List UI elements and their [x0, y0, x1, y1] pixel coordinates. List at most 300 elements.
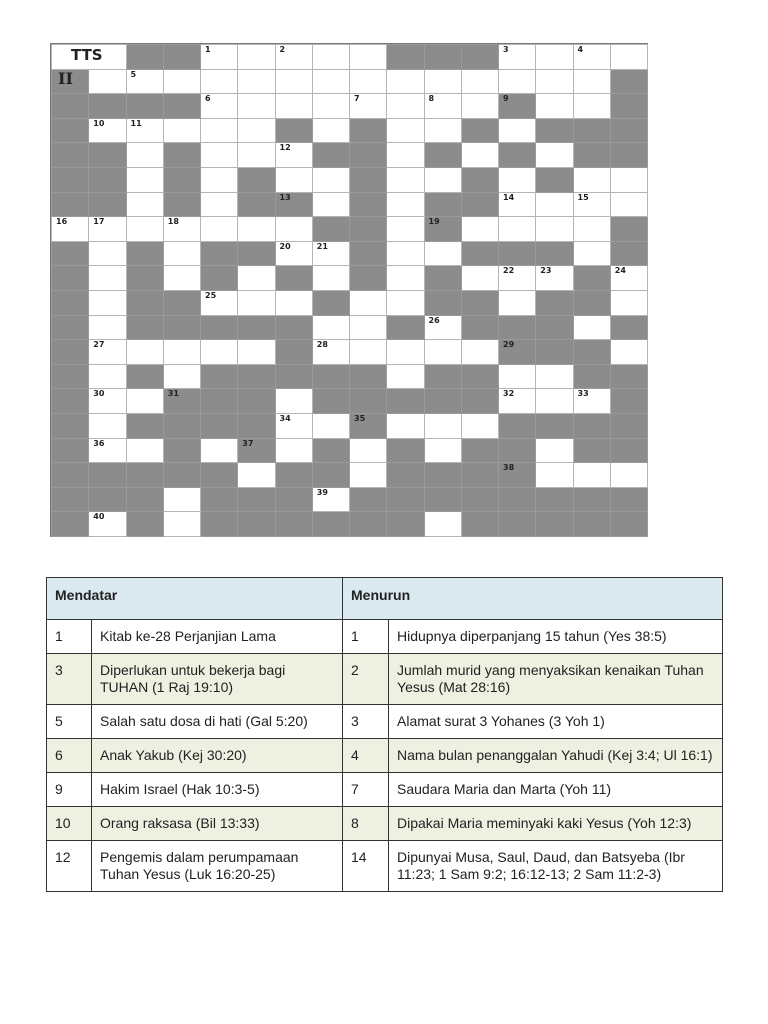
answer-cell[interactable]: [349, 438, 387, 464]
black-cell: [51, 315, 89, 341]
answer-cell[interactable]: [386, 241, 424, 267]
answer-cell[interactable]: [610, 44, 648, 70]
black-cell: [163, 388, 201, 414]
black-cell: [51, 142, 89, 168]
answer-cell[interactable]: [573, 388, 611, 414]
answer-cell[interactable]: [275, 388, 313, 414]
down-number: 14: [343, 841, 389, 892]
clue-number: 36: [93, 438, 105, 448]
answer-cell[interactable]: [424, 413, 462, 439]
black-cell: [610, 241, 648, 267]
answer-cell[interactable]: [88, 241, 126, 267]
black-cell: [349, 487, 387, 513]
answer-cell[interactable]: [163, 339, 201, 365]
answer-cell[interactable]: [312, 118, 350, 144]
clue-number: 15: [577, 192, 589, 202]
answer-cell[interactable]: [163, 265, 201, 291]
answer-cell[interactable]: [88, 265, 126, 291]
answer-cell[interactable]: [461, 142, 499, 168]
answer-cell[interactable]: [88, 364, 126, 390]
black-cell: [126, 511, 164, 537]
black-cell: [163, 413, 201, 439]
answer-cell[interactable]: [424, 511, 462, 537]
answer-cell[interactable]: [349, 93, 387, 119]
answer-cell[interactable]: [88, 69, 126, 95]
answer-cell[interactable]: [200, 438, 238, 464]
black-cell: [51, 339, 89, 365]
answer-cell[interactable]: [424, 241, 462, 267]
answer-cell[interactable]: [386, 167, 424, 193]
across-number: 10: [47, 807, 92, 841]
crossword-grid: [50, 43, 648, 537]
answer-cell[interactable]: [424, 438, 462, 464]
answer-cell[interactable]: [610, 290, 648, 316]
answer-cell[interactable]: [312, 93, 350, 119]
black-cell: [386, 315, 424, 341]
answer-cell[interactable]: [610, 167, 648, 193]
answer-cell[interactable]: [535, 265, 573, 291]
black-cell: [461, 44, 499, 70]
answer-cell[interactable]: [349, 339, 387, 365]
answer-cell[interactable]: [573, 241, 611, 267]
answer-cell[interactable]: [573, 93, 611, 119]
answer-cell[interactable]: [424, 69, 462, 95]
black-cell: [498, 241, 536, 267]
answer-cell[interactable]: [275, 216, 313, 242]
across-clue: Diperlukan untuk bekerja bagi TUHAN (1 Raj 19:10): [92, 654, 343, 705]
black-cell: [386, 44, 424, 70]
answer-cell[interactable]: [573, 216, 611, 242]
black-cell: [237, 487, 275, 513]
answer-cell[interactable]: [237, 265, 275, 291]
answer-cell[interactable]: [535, 462, 573, 488]
answer-cell[interactable]: [88, 388, 126, 414]
answer-cell[interactable]: [312, 241, 350, 267]
answer-cell[interactable]: [88, 216, 126, 242]
answer-cell[interactable]: [386, 265, 424, 291]
black-cell: [51, 413, 89, 439]
clue-number: 3: [503, 45, 509, 54]
clue-number: 37: [242, 438, 254, 448]
answer-cell[interactable]: [200, 118, 238, 144]
black-cell: [275, 511, 313, 537]
clue-number: 14: [503, 192, 515, 202]
black-cell: [610, 364, 648, 390]
answer-cell[interactable]: [573, 192, 611, 218]
answer-cell[interactable]: [126, 192, 164, 218]
black-cell: [461, 192, 499, 218]
black-cell: [163, 142, 201, 168]
answer-cell[interactable]: [126, 339, 164, 365]
answer-cell[interactable]: [275, 44, 313, 70]
answer-cell[interactable]: [461, 413, 499, 439]
answer-cell[interactable]: [461, 93, 499, 119]
black-cell: [51, 511, 89, 537]
clue-row: [47, 841, 723, 892]
black-cell: [200, 241, 238, 267]
answer-cell[interactable]: [237, 290, 275, 316]
clue-number: 19: [428, 217, 440, 227]
black-cell: [51, 265, 89, 291]
answer-cell[interactable]: [573, 69, 611, 95]
answer-cell[interactable]: [461, 265, 499, 291]
black-cell: [275, 487, 313, 513]
answer-cell[interactable]: [275, 413, 313, 439]
black-cell: [163, 44, 201, 70]
answer-cell[interactable]: [275, 93, 313, 119]
black-cell: [51, 192, 89, 218]
black-cell: [126, 241, 164, 267]
black-cell: [498, 142, 536, 168]
clue-number: 35: [354, 414, 366, 423]
clue-number: 8: [428, 94, 435, 104]
answer-cell[interactable]: [275, 69, 313, 95]
black-cell: [51, 364, 89, 390]
answer-cell[interactable]: [88, 339, 126, 365]
black-cell: [163, 290, 201, 316]
black-cell: [573, 438, 611, 464]
answer-cell[interactable]: [237, 142, 275, 168]
black-cell: [573, 142, 611, 168]
black-cell: [498, 413, 536, 439]
clue-number: 24: [614, 266, 626, 276]
black-cell: [424, 44, 462, 70]
answer-cell[interactable]: [498, 388, 536, 414]
black-cell: [349, 216, 387, 242]
answer-cell[interactable]: [535, 93, 573, 119]
answer-cell[interactable]: [386, 339, 424, 365]
black-cell: [610, 413, 648, 439]
black-cell: [386, 511, 424, 537]
black-cell: [573, 118, 611, 144]
answer-cell[interactable]: [498, 192, 536, 218]
black-cell: [424, 192, 462, 218]
black-cell: [126, 290, 164, 316]
answer-cell[interactable]: [275, 290, 313, 316]
answer-cell[interactable]: [88, 290, 126, 316]
answer-cell[interactable]: [163, 69, 201, 95]
clue-number: 11: [130, 118, 142, 128]
answer-cell[interactable]: [386, 142, 424, 168]
answer-cell[interactable]: [237, 69, 275, 95]
puzzle-subtitle: II: [58, 69, 73, 88]
clue-number: 21: [316, 241, 328, 251]
answer-cell[interactable]: [126, 388, 164, 414]
answer-cell[interactable]: [610, 339, 648, 365]
answer-cell[interactable]: [312, 413, 350, 439]
answer-cell[interactable]: [610, 462, 648, 488]
answer-cell[interactable]: [312, 487, 350, 513]
black-cell: [461, 315, 499, 341]
black-cell: [498, 438, 536, 464]
black-cell: [126, 413, 164, 439]
across-number: 1: [47, 620, 92, 654]
down-header: Menurun: [343, 578, 723, 620]
answer-cell[interactable]: [349, 315, 387, 341]
clue-number: 7: [354, 94, 360, 104]
black-cell: [386, 388, 424, 414]
answer-cell[interactable]: [498, 118, 536, 144]
clue-number: 5: [130, 69, 137, 79]
clue-number: 22: [503, 266, 515, 276]
black-cell: [386, 487, 424, 513]
black-cell: [349, 413, 387, 439]
black-cell: [237, 413, 275, 439]
answer-cell[interactable]: [237, 118, 275, 144]
answer-cell[interactable]: [461, 339, 499, 365]
answer-cell[interactable]: [312, 265, 350, 291]
answer-cell[interactable]: [88, 118, 126, 144]
black-cell: [573, 364, 611, 390]
down-clue: Jumlah murid yang menyaksikan kenaikan Tuhan Yesus (Mat 28:16): [389, 654, 723, 705]
answer-cell[interactable]: [386, 290, 424, 316]
black-cell: [200, 388, 238, 414]
answer-cell[interactable]: [163, 487, 201, 513]
answer-cell[interactable]: [535, 438, 573, 464]
black-cell: [163, 167, 201, 193]
answer-cell[interactable]: [573, 167, 611, 193]
across-number: 5: [47, 705, 92, 739]
answer-cell[interactable]: [200, 44, 238, 70]
answer-cell[interactable]: [535, 192, 573, 218]
answer-cell[interactable]: [535, 216, 573, 242]
black-cell: [610, 93, 648, 119]
answer-cell[interactable]: [535, 69, 573, 95]
black-cell: [573, 265, 611, 291]
answer-cell[interactable]: [573, 44, 611, 70]
black-cell: [498, 462, 536, 488]
black-cell: [498, 511, 536, 537]
black-cell: [51, 487, 89, 513]
black-cell: [349, 388, 387, 414]
clue-row: [47, 739, 723, 773]
black-cell: [424, 142, 462, 168]
black-cell: [237, 315, 275, 341]
black-cell: [573, 511, 611, 537]
answer-cell[interactable]: [200, 339, 238, 365]
answer-cell[interactable]: [312, 167, 350, 193]
answer-cell[interactable]: [535, 364, 573, 390]
answer-cell[interactable]: [237, 44, 275, 70]
black-cell: [88, 167, 126, 193]
clue-number: 1: [205, 45, 211, 54]
black-cell: [535, 315, 573, 341]
across-clue: Hakim Israel (Hak 10:3-5): [92, 773, 343, 807]
answer-cell[interactable]: [126, 438, 164, 464]
answer-cell[interactable]: [498, 167, 536, 193]
answer-cell[interactable]: [349, 69, 387, 95]
answer-cell[interactable]: [163, 216, 201, 242]
across-number: 12: [47, 841, 92, 892]
answer-cell[interactable]: [275, 438, 313, 464]
clue-number: 12: [279, 143, 291, 153]
across-clue: Pengemis dalam perumpamaan Tuhan Yesus (Luk 16:20-25): [92, 841, 343, 892]
answer-cell[interactable]: [312, 315, 350, 341]
answer-cell[interactable]: [275, 167, 313, 193]
answer-cell[interactable]: [163, 511, 201, 537]
clue-number: 26: [428, 315, 440, 325]
black-cell: [51, 462, 89, 488]
answer-cell[interactable]: [200, 290, 238, 316]
black-cell: [461, 438, 499, 464]
answer-cell[interactable]: [200, 93, 238, 119]
answer-cell[interactable]: [386, 216, 424, 242]
answer-cell[interactable]: [424, 118, 462, 144]
down-clue: Hidupnya diperpanjang 15 tahun (Yes 38:5): [389, 620, 723, 654]
clue-number: 30: [93, 389, 105, 399]
black-cell: [275, 364, 313, 390]
answer-cell[interactable]: [349, 290, 387, 316]
black-cell: [461, 241, 499, 267]
answer-cell[interactable]: [126, 69, 164, 95]
black-cell: [200, 511, 238, 537]
black-cell: [610, 69, 648, 95]
answer-cell[interactable]: [573, 315, 611, 341]
black-cell: [312, 142, 350, 168]
answer-cell[interactable]: [200, 216, 238, 242]
black-cell: [610, 438, 648, 464]
answer-cell[interactable]: [386, 69, 424, 95]
answer-cell[interactable]: [498, 265, 536, 291]
clue-number: 13: [279, 192, 291, 202]
black-cell: [535, 413, 573, 439]
black-cell: [88, 192, 126, 218]
black-cell: [275, 192, 313, 218]
answer-cell[interactable]: [349, 44, 387, 70]
down-number: 2: [343, 654, 389, 705]
down-clue: Alamat surat 3 Yohanes (3 Yoh 1): [389, 705, 723, 739]
answer-cell[interactable]: [126, 167, 164, 193]
answer-cell[interactable]: [88, 315, 126, 341]
across-header: Mendatar: [47, 578, 343, 620]
answer-cell[interactable]: [610, 265, 648, 291]
answer-cell[interactable]: [535, 44, 573, 70]
answer-cell[interactable]: [200, 167, 238, 193]
answer-cell[interactable]: [163, 118, 201, 144]
black-cell: [275, 339, 313, 365]
answer-cell[interactable]: [386, 413, 424, 439]
answer-cell[interactable]: [535, 388, 573, 414]
answer-cell[interactable]: [237, 216, 275, 242]
answer-cell[interactable]: [424, 339, 462, 365]
black-cell: [349, 167, 387, 193]
black-cell: [349, 142, 387, 168]
answer-cell[interactable]: [312, 192, 350, 218]
across-clue: Kitab ke-28 Perjanjian Lama: [92, 620, 343, 654]
answer-cell[interactable]: [275, 142, 313, 168]
answer-cell[interactable]: [126, 142, 164, 168]
answer-cell[interactable]: [275, 241, 313, 267]
black-cell: [610, 487, 648, 513]
answer-cell[interactable]: [424, 93, 462, 119]
black-cell: [610, 388, 648, 414]
answer-cell[interactable]: [88, 511, 126, 537]
down-number: 7: [343, 773, 389, 807]
answer-cell[interactable]: [498, 69, 536, 95]
black-cell: [424, 487, 462, 513]
answer-cell[interactable]: [424, 315, 462, 341]
black-cell: [424, 364, 462, 390]
down-number: 4: [343, 739, 389, 773]
answer-cell[interactable]: [498, 290, 536, 316]
black-cell: [535, 167, 573, 193]
answer-cell[interactable]: [237, 462, 275, 488]
black-cell: [237, 511, 275, 537]
black-cell: [126, 93, 164, 119]
answer-cell[interactable]: [312, 339, 350, 365]
answer-cell[interactable]: [535, 142, 573, 168]
answer-cell[interactable]: [386, 118, 424, 144]
answer-cell[interactable]: [312, 69, 350, 95]
answer-cell[interactable]: [424, 167, 462, 193]
black-cell: [237, 388, 275, 414]
black-cell: [126, 364, 164, 390]
answer-cell[interactable]: [498, 44, 536, 70]
black-cell: [126, 44, 164, 70]
down-number: 8: [343, 807, 389, 841]
black-cell: [312, 290, 350, 316]
black-cell: [88, 93, 126, 119]
answer-cell[interactable]: [461, 216, 499, 242]
answer-cell[interactable]: [126, 216, 164, 242]
answer-cell[interactable]: [237, 93, 275, 119]
answer-cell[interactable]: [126, 118, 164, 144]
black-cell: [424, 388, 462, 414]
black-cell: [386, 462, 424, 488]
answer-cell[interactable]: [200, 142, 238, 168]
black-cell: [461, 290, 499, 316]
clue-table-header: [47, 578, 723, 620]
answer-cell[interactable]: [200, 192, 238, 218]
answer-cell[interactable]: [498, 216, 536, 242]
black-cell: [51, 93, 89, 119]
black-cell: [88, 487, 126, 513]
answer-cell[interactable]: [88, 413, 126, 439]
answer-cell[interactable]: [386, 93, 424, 119]
down-clue: Dipakai Maria meminyaki kaki Yesus (Yoh 12:3): [389, 807, 723, 841]
answer-cell[interactable]: [200, 69, 238, 95]
answer-cell[interactable]: [51, 216, 89, 242]
answer-cell[interactable]: [610, 192, 648, 218]
answer-cell[interactable]: [573, 462, 611, 488]
answer-cell[interactable]: [461, 69, 499, 95]
answer-cell[interactable]: [386, 192, 424, 218]
answer-cell[interactable]: [349, 462, 387, 488]
black-cell: [610, 216, 648, 242]
puzzle-title: TTS: [71, 46, 103, 64]
clue-number: 18: [167, 217, 179, 227]
answer-cell[interactable]: [163, 364, 201, 390]
down-clue: Saudara Maria dan Marta (Yoh 11): [389, 773, 723, 807]
black-cell: [126, 265, 164, 291]
clue-number: 34: [279, 414, 291, 423]
answer-cell[interactable]: [88, 438, 126, 464]
black-cell: [573, 339, 611, 365]
answer-cell[interactable]: [237, 339, 275, 365]
black-cell: [498, 93, 536, 119]
black-cell: [312, 216, 350, 242]
answer-cell[interactable]: [163, 241, 201, 267]
clue-number: 25: [205, 291, 217, 300]
answer-cell[interactable]: [312, 44, 350, 70]
answer-cell[interactable]: [386, 364, 424, 390]
answer-cell[interactable]: [498, 364, 536, 390]
black-cell: [461, 167, 499, 193]
across-number: 9: [47, 773, 92, 807]
clue-table: [46, 577, 723, 892]
clue-number: 32: [503, 389, 515, 399]
clue-number: 6: [205, 94, 211, 104]
